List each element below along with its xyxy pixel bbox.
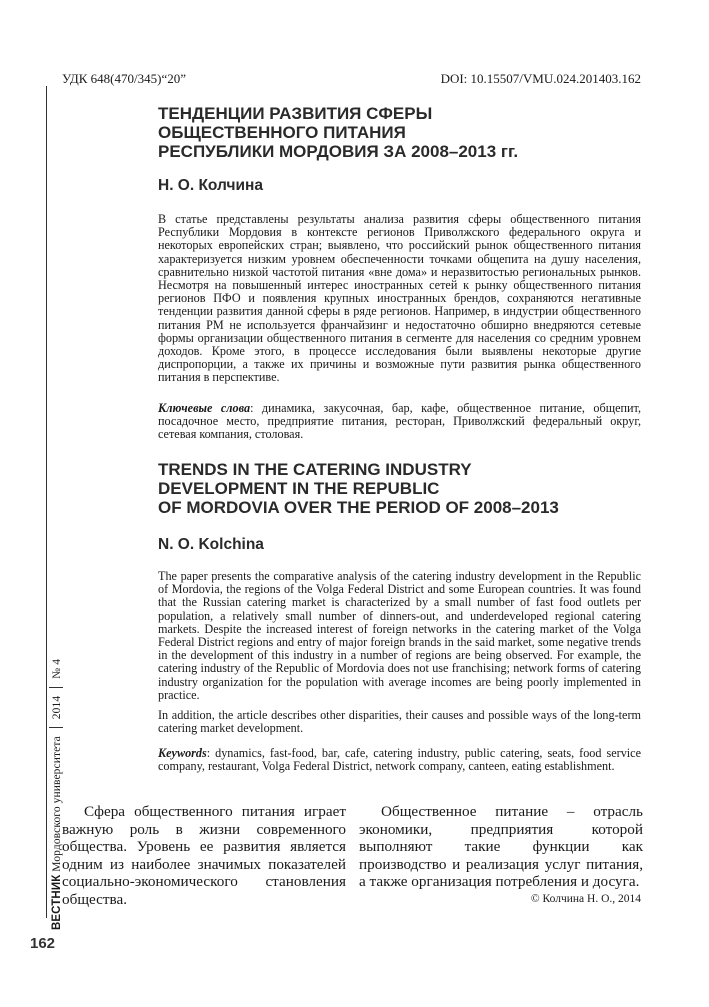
title-en-line: DEVELOPMENT IN THE REPUBLIC	[158, 479, 440, 498]
title-ru	[158, 104, 518, 161]
divider	[49, 687, 63, 688]
journal-issue: № 4	[51, 658, 63, 679]
abstract-en: The paper presents the comparative analysis of the catering industry development in the Republic of Mordovia, the regions of the Volga Federal District and some European countries. It was found that the Russian catering market is characterized by a small number of fast food outlets per population, a relatively small number of dinners-out, and underdeveloped regional catering markets. Despite the increased interest of foreign networks in the catering market of the Volga Federal District regions and entry of major foreign brands in the said market, some negative trends in the development of this industry in a number of regions are being observed. For example, the catering industry of the Republic of Mordovia does not use franchising; network forms of catering industry organization for the population with average incomes are being poorly implemented in practice.	[158, 569, 641, 702]
journal-name: ВЕСТНИК	[51, 874, 63, 930]
page-number: 162	[30, 935, 56, 952]
university-name: Мордовского университета	[51, 736, 63, 872]
author-ru: Н. О. Колчина	[158, 177, 263, 194]
udc-code: УДК 648(470/345)“20”	[62, 71, 186, 86]
keywords-en-list: : dynamics, fast-food, bar, cafe, catering industry, public catering, seats, food service company, restaurant, Volga Federal District, network company, canteen, eating establishment.	[158, 746, 641, 774]
abstract-ru: В статье представлены результаты анализа развития сферы общественного питания Республики Мордовия в контексте регионов Приволжского федерального округа и некоторых европейских стран; выявлено, что российский рынок общественного питания характеризуется низким уровнем обеспеченности точками общепита на душу населения, сравнительно низкой частотой питания «вне дома» и неразвитостью региональных рынков. Несмотря на повышенный интерес иностранных сетей к рынку общественного питания регионов ПФО и появления крупных иностранных брендов, сохраняются негативные тенденции развития данной сферы в ряде регионов. Например, в индустрии общественного питания РМ не используется франчайзинг и недостаточно обширно внедряются сетевые формы организации общественного питания в сегменте для населения со средним уровнем доходов. Кроме этого, в процессе исследования были выявлены некоторые другие диспропорции, а также их причины и возможные пути развития рынка общественного питания в перспективе.	[158, 212, 641, 385]
keywords-en-label: Keywords	[158, 746, 207, 760]
journal-year: 2014	[51, 695, 63, 720]
abstract-en-continued: In addition, the article describes other disparities, their causes and possible ways of the long-term catering market development.	[158, 708, 641, 736]
body-column-1: Сфера общественного питания играет важную роль в жизни современного общества. Уровень ее развития является одним из наиболее значимых показателей социально-экономического становления общества.	[62, 803, 346, 908]
keywords-ru-label: Ключевые слова	[158, 401, 251, 415]
title-en-line: OF MORDOVIA OVER THE PERIOD OF 2008–2013	[158, 498, 559, 517]
copyright: © Колчина Н. О., 2014	[530, 893, 641, 905]
keywords-ru-list: : динамика, закусочная, бар, кафе, общественное питание, общепит, посадочное место, предприятие питания, ресторан, Приволжский федеральный округ, сетевая компания, столовая.	[158, 401, 641, 442]
sidebar-rule	[46, 86, 47, 918]
body-column-2: Общественное питание – отрасль экономики, предприятия которой выполняют такие функции как производство и реализация услуг питания, а также организация потребления и досуга.	[359, 803, 643, 891]
title-ru-line: ОБЩЕСТВЕННОГО ПИТАНИЯ	[158, 123, 406, 142]
author-en: N. O. Kolchina	[158, 536, 264, 553]
doi: DOI: 10.15507/VMU.024.201403.162	[440, 71, 641, 86]
keywords-ru	[158, 402, 641, 442]
title-ru-line: ТЕНДЕНЦИИ РАЗВИТИЯ СФЕРЫ	[158, 104, 433, 123]
keywords-en	[158, 747, 641, 773]
divider	[49, 727, 63, 728]
journal-sidebar-label	[49, 659, 63, 930]
title-en-line: TRENDS IN THE CATERING INDUSTRY	[158, 460, 472, 479]
title-en	[158, 460, 559, 517]
title-ru-line: РЕСПУБЛИКИ МОРДОВИЯ ЗА 2008–2013 гг.	[158, 142, 519, 161]
